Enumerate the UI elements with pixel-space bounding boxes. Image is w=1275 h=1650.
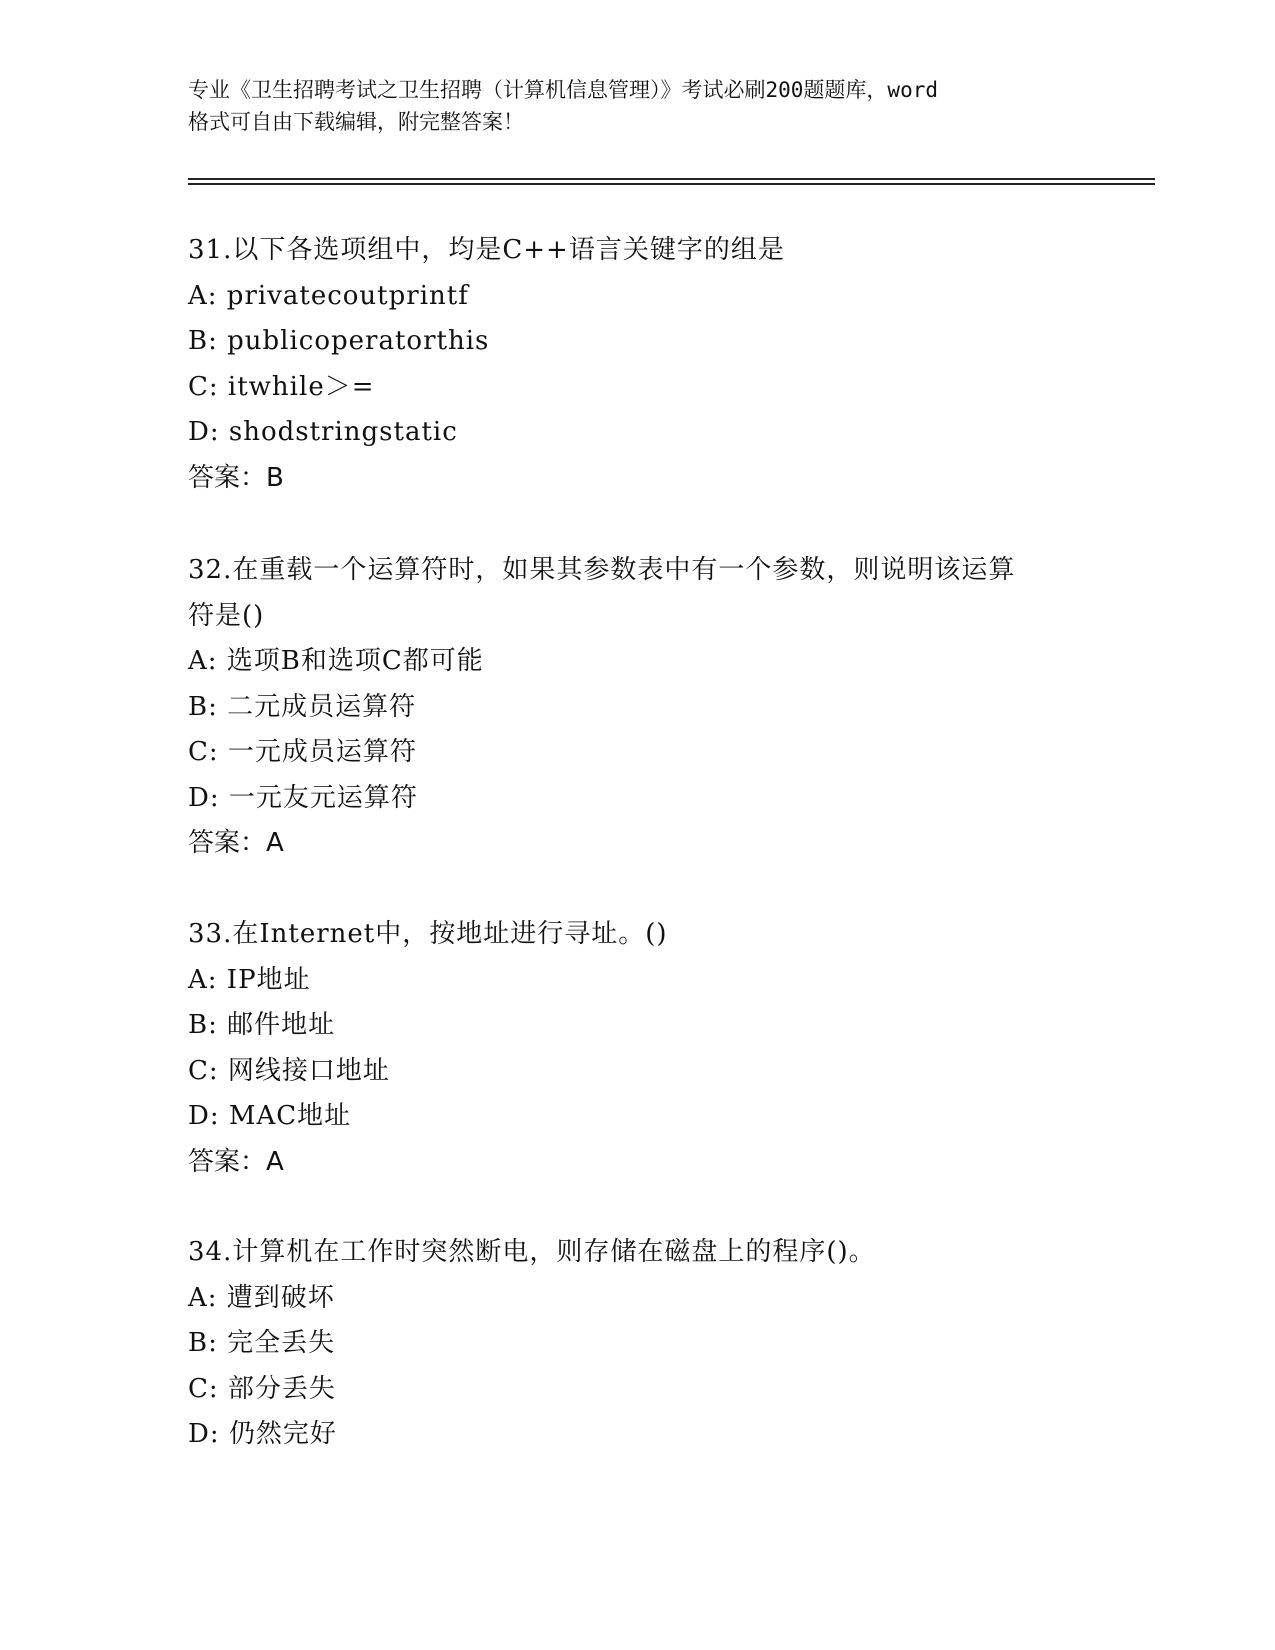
question-stem-line: 31.以下各选项组中，均是C++语言关键字的组是: [188, 235, 785, 265]
question-34: [188, 1230, 1108, 1458]
option-d: D: 一元友元运算符: [188, 782, 418, 813]
question-stem: [188, 912, 1108, 958]
option-c: C: 网线接口地址: [188, 1055, 390, 1086]
option-c: C: 一元成员运算符: [188, 737, 417, 767]
option-c: C: 部分丢失: [188, 1373, 336, 1404]
option-a: A: 选项B和选项C都可能: [188, 646, 484, 676]
option-d: D: 仍然完好: [188, 1419, 337, 1449]
header-divider-bottom: [188, 183, 1155, 185]
option-c: C: itwhile＞=: [188, 371, 375, 402]
option-b: B: 邮件地址: [188, 1010, 336, 1040]
header-line-1: 专业《卫生招聘考试之卫生招聘（计算机信息管理）》考试必刷200题题库，word: [188, 78, 938, 102]
option-b: B: 二元成员运算符: [188, 691, 417, 722]
option-a: A: IP地址: [188, 964, 311, 995]
answer-line: 答案：B: [188, 462, 284, 493]
header-divider-top: [188, 178, 1155, 180]
option-a: A: 遭到破坏: [188, 1282, 335, 1313]
option-a: A: privatecoutprintf: [188, 280, 469, 311]
question-31: [188, 228, 1108, 501]
question-33: [188, 912, 1108, 1185]
option-b: B: publicoperatorthis: [188, 326, 490, 356]
question-stem-line: 33.在Internet中，按地址进行寻址。(): [188, 919, 668, 949]
answer-line: 答案：A: [188, 1146, 284, 1177]
option-b: B: 完全丢失: [188, 1328, 336, 1358]
question-stem: [188, 228, 1108, 274]
option-d: D: shodstringstatic: [188, 417, 458, 447]
header-line-2: 格式可自由下载编辑，附完整答案！: [188, 110, 524, 134]
document-header: [188, 74, 1108, 138]
option-d: D: MAC地址: [188, 1101, 352, 1131]
question-32: [188, 548, 1108, 867]
answer-line: 答案：A: [188, 828, 284, 858]
question-stem-line: 32.在重载一个运算符时，如果其参数表中有一个参数，则说明该运算: [188, 555, 1016, 585]
question-stem-line: 34.计算机在工作时突然断电，则存储在磁盘上的程序()。: [188, 1237, 876, 1267]
question-stem-line: 符是(): [188, 600, 265, 631]
question-stem: [188, 548, 1108, 639]
question-stem: [188, 1230, 1108, 1276]
